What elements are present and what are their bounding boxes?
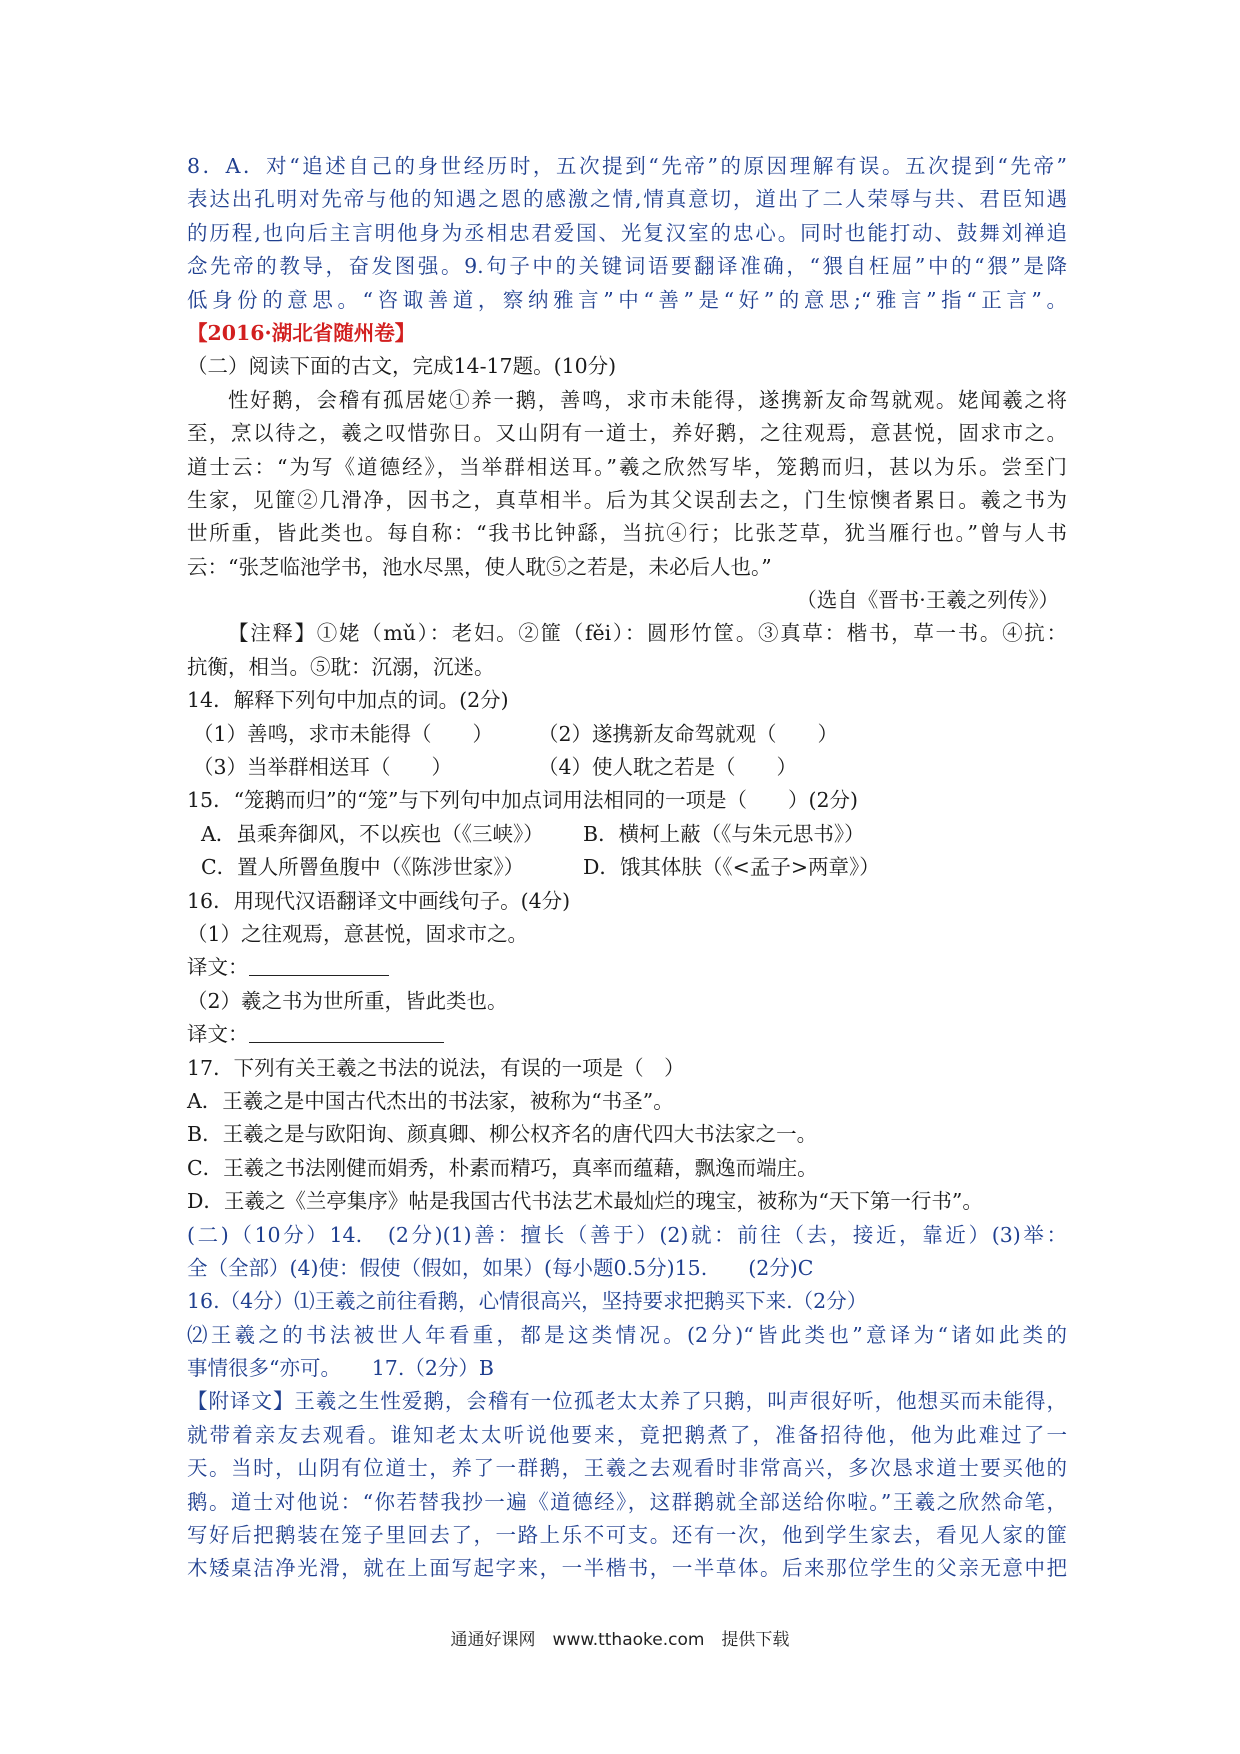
answer-label: 译文： — [187, 1022, 249, 1047]
question-17 — [187, 1052, 1067, 1219]
text-line: 天。当时，山阴有位道士，养了一群鹅，王羲之去观看时非常高兴，多次恳求道士要买他的 — [187, 1456, 1067, 1481]
q17-option-b: B．王羲之是与欧阳询、颜真卿、柳公权齐名的唐代四大书法家之一。 — [187, 1122, 818, 1147]
passage-line: 至，烹以待之，羲之叹惜弥日。又山阴有一道士，养好鹅，之往观焉，意甚悦，固求市之。 — [187, 421, 1067, 446]
q16-sentence-1: （1）之往观焉，意甚悦，固求市之。 — [187, 921, 529, 946]
text-line: 事情很多“亦可。 17.（2分）B — [187, 1356, 494, 1381]
text-line: 木矮桌洁净光滑，就在上面写起字来，一半楷书，一半草体。后来那位学生的父亲无意中把 — [187, 1556, 1067, 1581]
item-row — [187, 718, 1067, 751]
notes-line: 【注释】①姥（mǔ）：老妇。②篚（fěi）：圆形竹筐。③真草：楷书，草一书。④抗： — [228, 621, 1067, 646]
option-row — [187, 851, 1067, 884]
notes — [187, 617, 1067, 684]
q17-option-a: A．王羲之是中国古代杰出的书法家，被称为“书圣”。 — [187, 1088, 674, 1113]
text-line: 8．A．对“追述自己的身世经历时，五次提到“先帝”的原因理解有误。五次提到“先帝” — [187, 154, 1067, 178]
question-15 — [187, 784, 1067, 884]
option-row — [187, 818, 1067, 851]
text-line: 鹅。道士对他说：“你若替我抄一遍《道德经》，这群鹅就全部送给你啦。”王羲之欣然命笔， — [187, 1489, 1067, 1514]
passage-source: （选自《晋书·王羲之列传》） — [796, 588, 1059, 613]
text-line: 表达出孔明对先帝与他的知遇之恩的感激之情,情真意切，道出了二人荣辱与共、君臣知遇 — [187, 187, 1067, 212]
text-line: 就带着亲友去观看。谁知老太太听说他要来，竟把鹅煮了，准备招待他，他为此难过了一 — [187, 1422, 1067, 1447]
question-14 — [187, 684, 1067, 784]
q14-item-3: （3）当举群相送耳（ ） — [193, 755, 453, 780]
text-line: (二)（10分）14. (2分)(1)善：擅长（善于）(2)就：前往（去，接近，靠近）(3)举： — [187, 1222, 1067, 1247]
passage-line: 生家，见篚②几滑净，因书之，真草相半。后为其父误刮去之，门生惊懊者累日。羲之书为 — [187, 487, 1067, 512]
passage-line: 云：“张芝临池学书，池水尽黑，使人耽⑤之若是，未必后人也。” — [187, 554, 772, 579]
question-stem: 17．下列有关王羲之书法的说法，有误的一项是（ ） — [187, 1055, 685, 1080]
q15-option-a: A．虽乘奔御风，不以疾也（《三峡》） — [201, 821, 544, 846]
answer-label: 译文： — [187, 955, 249, 980]
q14-item-4: （4）使人耽之若是（ ） — [538, 755, 798, 780]
answer-line — [187, 951, 1067, 984]
question-stem: 15．“笼鹅而归”的“笼”与下列句中加点词用法相同的一项是（ ）(2分) — [187, 788, 859, 813]
passage-line: 性好鹅，会稽有孤居姥①养一鹅，善鸣，求市未能得，遂携新友命驾就观。姥闻羲之将 — [228, 387, 1067, 412]
q17-option-c: C．王羲之书法刚健而娟秀，朴素而精巧，真率而蕴藉，飘逸而端庄。 — [187, 1155, 818, 1180]
text-line: 写好后把鹅装在笼子里回去了，一路上乐不可支。还有一次，他到学生家去，看见人家的篚 — [187, 1523, 1067, 1548]
question-stem: 14．解释下列句中加点的词。(2分) — [187, 688, 509, 713]
text-line: 全（全部）(4)使：假使（假如，如果）(每小题0.5分)15. (2分)C — [187, 1255, 814, 1280]
q15-option-d: D．饿其体肤（《<孟子>两章》） — [583, 855, 880, 880]
question-intro: （二）阅读下面的古文，完成14-17题。(10分) — [187, 354, 617, 379]
text-line: 低身份的意思。“咨诹善道，察纳雅言”中“善”是“好”的意思;“雅言”指“正言”。 — [187, 287, 1067, 312]
answer-blank[interactable] — [249, 953, 389, 976]
document-page — [187, 150, 1067, 1586]
q17-option-d: D．王羲之《兰亭集序》帖是我国古代书法艺术最灿烂的瑰宝，被称为“天下第一行书”。 — [187, 1189, 983, 1214]
passage — [187, 384, 1067, 584]
answer-line — [187, 1018, 1067, 1051]
item-row — [187, 751, 1067, 784]
translation — [187, 1385, 1067, 1585]
text-line: 【附译文】王羲之生性爱鹅，会稽有一位孤老太太养了只鹅，叫声很好听，他想买而未能得， — [187, 1389, 1067, 1414]
answer-block-1 — [187, 150, 1067, 317]
q14-item-1: （1）善鸣，求市未能得（ ） — [193, 721, 494, 746]
q14-item-2: （2）遂携新友命驾就观（ ） — [538, 721, 839, 746]
text-line: 16.（4分）⑴王羲之前往看鹅，心情很高兴，坚持要求把鹅买下来.（2分） — [187, 1289, 868, 1314]
passage-line: 世所重，皆此类也。每自称：“我书比钟繇，当抗④行；比张芝草，犹当雁行也。”曾与人书 — [187, 521, 1067, 546]
question-16 — [187, 885, 1067, 1052]
passage-line: 道士云：“为写《道德经》，当举群相送耳。”羲之欣然写毕，笼鹅而归，甚以为乐。尝至门 — [187, 454, 1067, 479]
question-stem: 16．用现代汉语翻译文中画线句子。(4分) — [187, 888, 571, 913]
q15-option-b: B．横柯上蔽（《与朱元思书》） — [583, 821, 865, 846]
text-line: 念先帝的教导，奋发图强。9.句子中的关键词语要翻译准确，“猥自枉屈”中的“猥”是降 — [187, 254, 1067, 279]
q16-sentence-2: （2）羲之书为世所重，皆此类也。 — [187, 988, 508, 1013]
notes-line: 抗衡，相当。⑤耽：沉溺，沉迷。 — [187, 654, 495, 679]
text-line: 的历程,也向后主言明他身为丞相忠君爱国、光复汉室的忠心。同时也能打动、鼓舞刘禅追 — [187, 220, 1067, 245]
section-title: 【2016·湖北省随州卷】 — [187, 320, 416, 345]
answer-block-2 — [187, 1219, 1067, 1386]
answer-blank[interactable] — [249, 1020, 444, 1043]
text-line: ⑵王羲之的书法被世人年看重，都是这类情况。(2分)“皆此类也”意译为“诸如此类的 — [187, 1322, 1067, 1347]
page-footer: 通通好课网 www.tthaoke.com 提供下载 — [450, 1630, 790, 1650]
q15-option-c: C．置人所罾鱼腹中（《陈涉世家》） — [201, 855, 525, 880]
